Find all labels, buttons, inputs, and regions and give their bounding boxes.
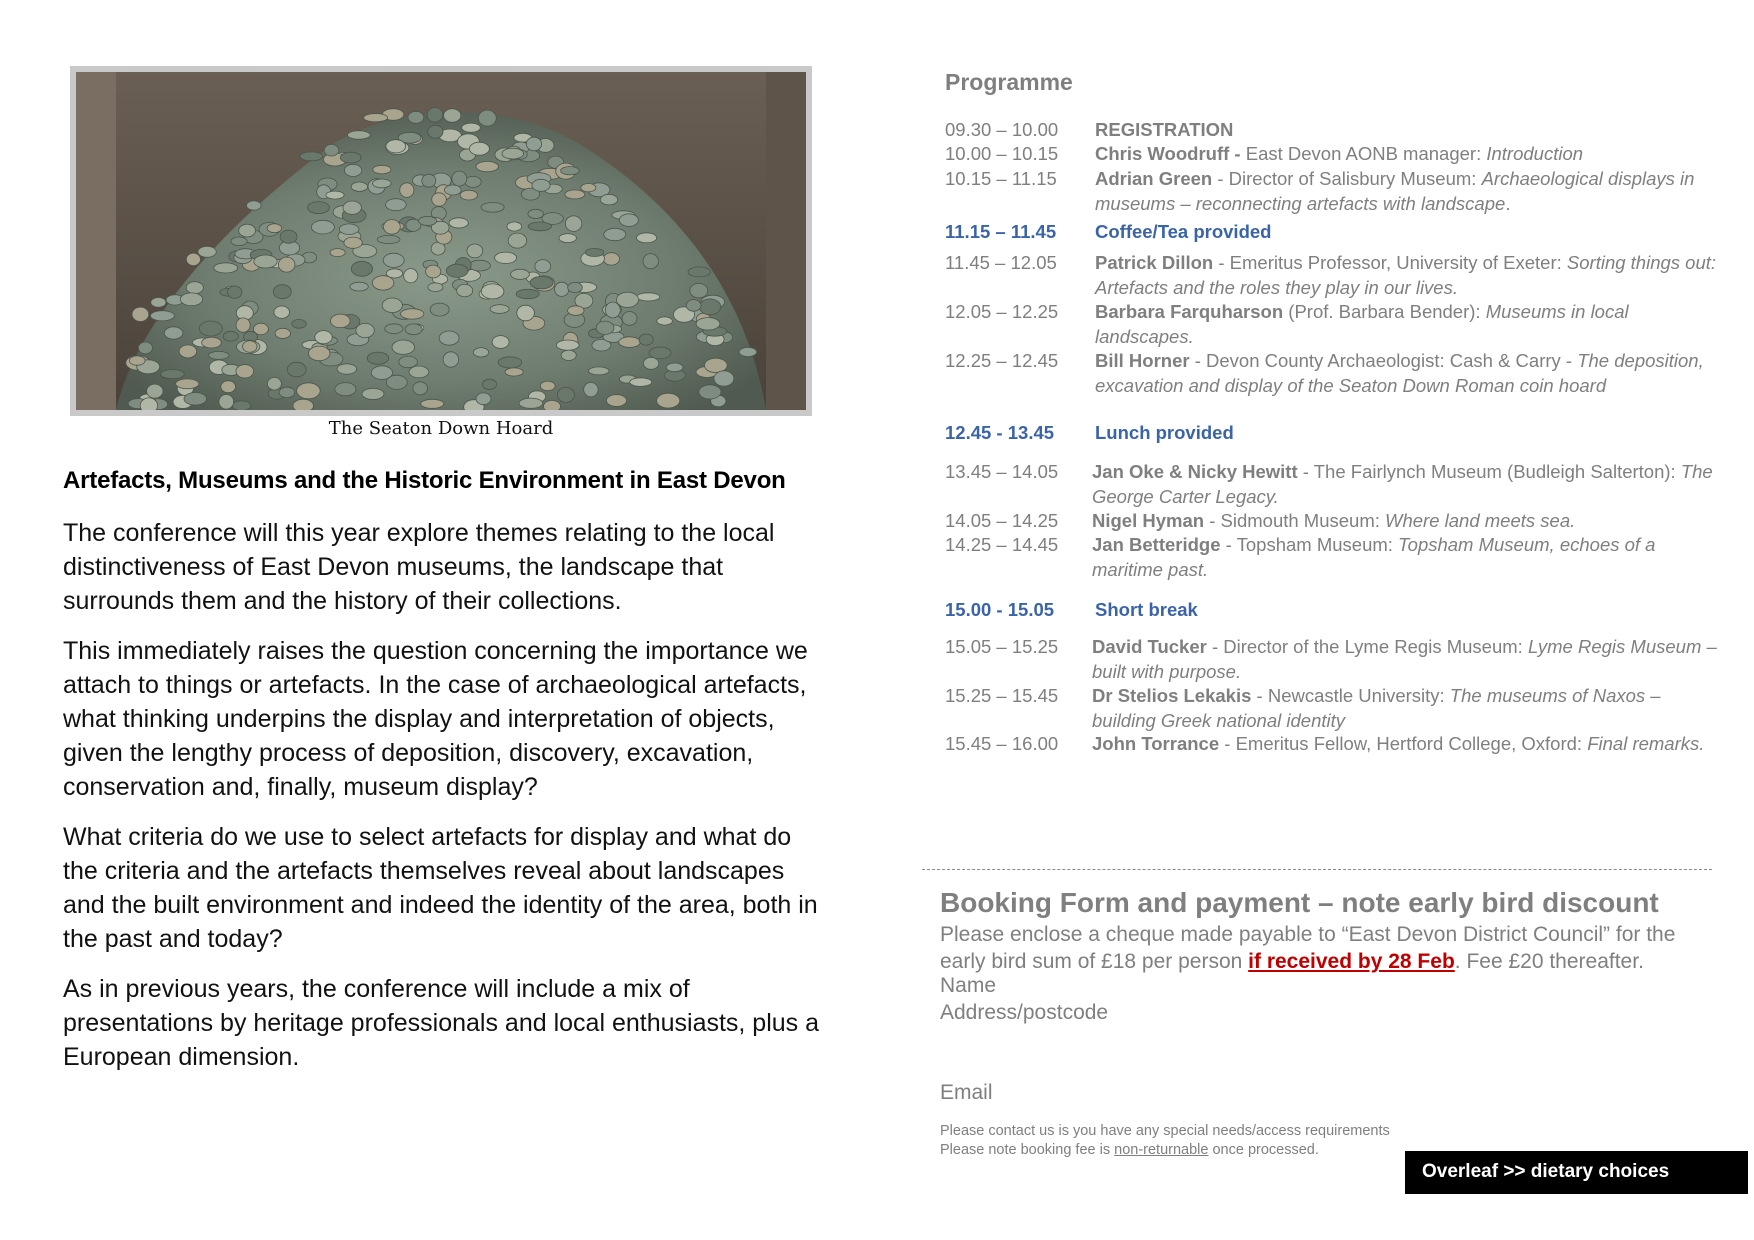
row-time: 13.45 – 14.05 — [945, 461, 1059, 482]
programme-row — [945, 684, 1725, 733]
non-returnable-text: non-returnable — [1114, 1142, 1209, 1158]
speaker-role: - Sidmouth Museum: — [1204, 510, 1386, 531]
speaker-role: - Devon County Archaeologist: Cash & Carry - — [1189, 350, 1578, 371]
booking-line-2-end: . Fee £20 thereafter. — [1454, 950, 1644, 973]
speaker-name: Dr Stelios Lekakis — [1092, 685, 1252, 706]
programme-row — [945, 509, 1725, 534]
fee-note-end: once processed. — [1208, 1142, 1319, 1158]
programme-row — [945, 349, 1725, 398]
booking-notes — [940, 1122, 1390, 1160]
programme-row — [945, 142, 1725, 167]
talk-title: Introduction — [1486, 143, 1584, 164]
paragraph-2: This immediately raises the question concerning the importance we attach to things or artefacts. In the case of archaeological artefacts, what thinking underpins the display and interpretation of objects, given the lengthy process of deposition, discovery, excavation, conservation and, finally, museum display? — [63, 637, 808, 801]
access-note: Please contact us is you have any special needs/access requirements — [940, 1123, 1390, 1139]
fee-note: Please note booking fee is — [940, 1142, 1115, 1158]
speaker-role: - The Fairlynch Museum (Budleigh Salterton): — [1297, 461, 1681, 482]
row-time: 10.15 – 11.15 — [945, 168, 1057, 189]
talk-title: Where land meets sea. — [1385, 510, 1576, 531]
row-time: 11.15 – 11.45 — [945, 221, 1057, 242]
cut-line-divider — [922, 869, 1712, 870]
article-body — [63, 516, 823, 1090]
speaker-role: - Emeritus Fellow, Hertford College, Oxford: — [1219, 733, 1588, 754]
row-time: 10.00 – 10.15 — [945, 143, 1059, 164]
programme-row — [945, 460, 1725, 509]
talk-title: Topsham Museum, echoes of a maritime past. — [1092, 534, 1656, 580]
speaker-role: - Director of the Lyme Regis Museum: — [1206, 636, 1528, 657]
row-time: 15.45 – 16.00 — [945, 733, 1059, 754]
paragraph-3: What criteria do we use to select artefacts for display and what do the criteria and the artefacts themselves reveal about landscapes and the built environment and indeed the identity of the area, both in the past and today? — [63, 823, 818, 953]
talk-title: The deposition, excavation and display of the Seaton Down Roman coin hoard — [1095, 350, 1704, 396]
paragraph-1: The conference will this year explore themes relating to the local distinctiveness of East Devon museums, the landscape that surrounds them and the history of their collections. — [63, 519, 775, 615]
talk-title: The museums of Naxos – building Greek national identity — [1092, 685, 1661, 731]
booking-heading: Booking Form and payment – note early bird discount — [940, 887, 1659, 918]
row-time: 12.45 - 13.45 — [945, 422, 1055, 443]
talk-title-end: . — [1505, 192, 1511, 214]
row-label: Coffee/Tea provided — [1095, 221, 1272, 242]
talk-title: Archaeological displays in museums – reconnecting artefacts with landscape — [1095, 168, 1695, 214]
early-bird-deadline: if received by 28 Feb — [1248, 950, 1455, 973]
programme-row — [945, 118, 1725, 143]
speaker-name: Jan Oke & Nicky Hewitt — [1092, 461, 1298, 482]
speaker-name: Bill Horner — [1095, 350, 1190, 371]
talk-title: Final remarks. — [1587, 733, 1705, 754]
overleaf-banner: Overleaf >> dietary choices — [1405, 1151, 1748, 1194]
speaker-name: Barbara Farquharson — [1095, 301, 1284, 322]
programme-row — [945, 300, 1725, 349]
speaker-name: Jan Betteridge — [1092, 534, 1221, 555]
programme-break-row — [945, 220, 1725, 245]
speaker-name: David Tucker — [1092, 636, 1207, 657]
email-field-label: Email — [940, 1081, 993, 1104]
row-time: 15.00 - 15.05 — [945, 599, 1055, 620]
programme-row — [945, 533, 1725, 582]
address-field-label: Address/postcode — [940, 1001, 1109, 1024]
speaker-name: Chris Woodruff - — [1095, 143, 1241, 164]
booking-instructions — [940, 921, 1700, 975]
speaker-name: Patrick Dillon — [1095, 252, 1214, 273]
speaker-name: John Torrance — [1092, 733, 1220, 754]
speaker-name: Nigel Hyman — [1092, 510, 1205, 531]
speaker-role: (Prof. Barbara Bender): — [1283, 301, 1486, 322]
row-time: 12.05 – 12.25 — [945, 301, 1059, 322]
programme-break-row — [945, 598, 1725, 623]
row-time: 11.45 – 12.05 — [945, 252, 1057, 273]
speaker-role: East Devon AONB manager: — [1240, 143, 1487, 164]
speaker-role: - Newcastle University: — [1251, 685, 1450, 706]
speaker-role: - Director of Salisbury Museum: — [1212, 168, 1482, 189]
row-time: 15.05 – 15.25 — [945, 636, 1059, 657]
booking-line-2: early bird sum of £18 per person — [940, 950, 1249, 973]
programme-row — [945, 732, 1725, 757]
talk-title: The George Carter Legacy. — [1092, 461, 1713, 507]
photo-caption: The Seaton Down Hoard — [328, 418, 554, 439]
booking-line-1: Please enclose a cheque made payable to “East Devon District Council” for the — [940, 923, 1676, 946]
talk-title: Sorting things out: Artefacts and the roles they play in our lives. — [1095, 252, 1717, 298]
speaker-role: - Emeritus Professor, University of Exeter: — [1213, 252, 1567, 273]
programme-heading: Programme — [945, 69, 1073, 95]
talk-title: Museums in local landscapes. — [1095, 301, 1629, 347]
row-time: 09.30 – 10.00 — [945, 119, 1059, 140]
speaker-role: - Topsham Museum: — [1220, 534, 1399, 555]
row-time: 15.25 – 15.45 — [945, 685, 1059, 706]
name-field-label: Name — [940, 974, 997, 997]
row-time: 14.05 – 14.25 — [945, 510, 1059, 531]
coin-hoard-photo — [76, 72, 806, 410]
row-label: REGISTRATION — [1095, 119, 1234, 140]
row-time: 14.25 – 14.45 — [945, 534, 1059, 555]
row-time: 12.25 – 12.45 — [945, 350, 1059, 371]
programme-row — [945, 635, 1725, 684]
article-title: Artefacts, Museums and the Historic Environment in East Devon — [63, 467, 786, 494]
programme-break-row — [945, 421, 1725, 446]
programme-row — [945, 167, 1725, 216]
row-label: Lunch provided — [1095, 422, 1234, 443]
speaker-name: Adrian Green — [1095, 168, 1213, 189]
hoard-photo-frame — [70, 66, 812, 416]
paragraph-4: As in previous years, the conference will include a mix of presentations by heritage professionals and local enthusiasts, plus a European dimension. — [63, 975, 820, 1071]
row-label: Short break — [1095, 599, 1198, 620]
talk-title: Lyme Regis Museum – built with purpose. — [1092, 636, 1717, 682]
programme-row — [945, 251, 1725, 300]
